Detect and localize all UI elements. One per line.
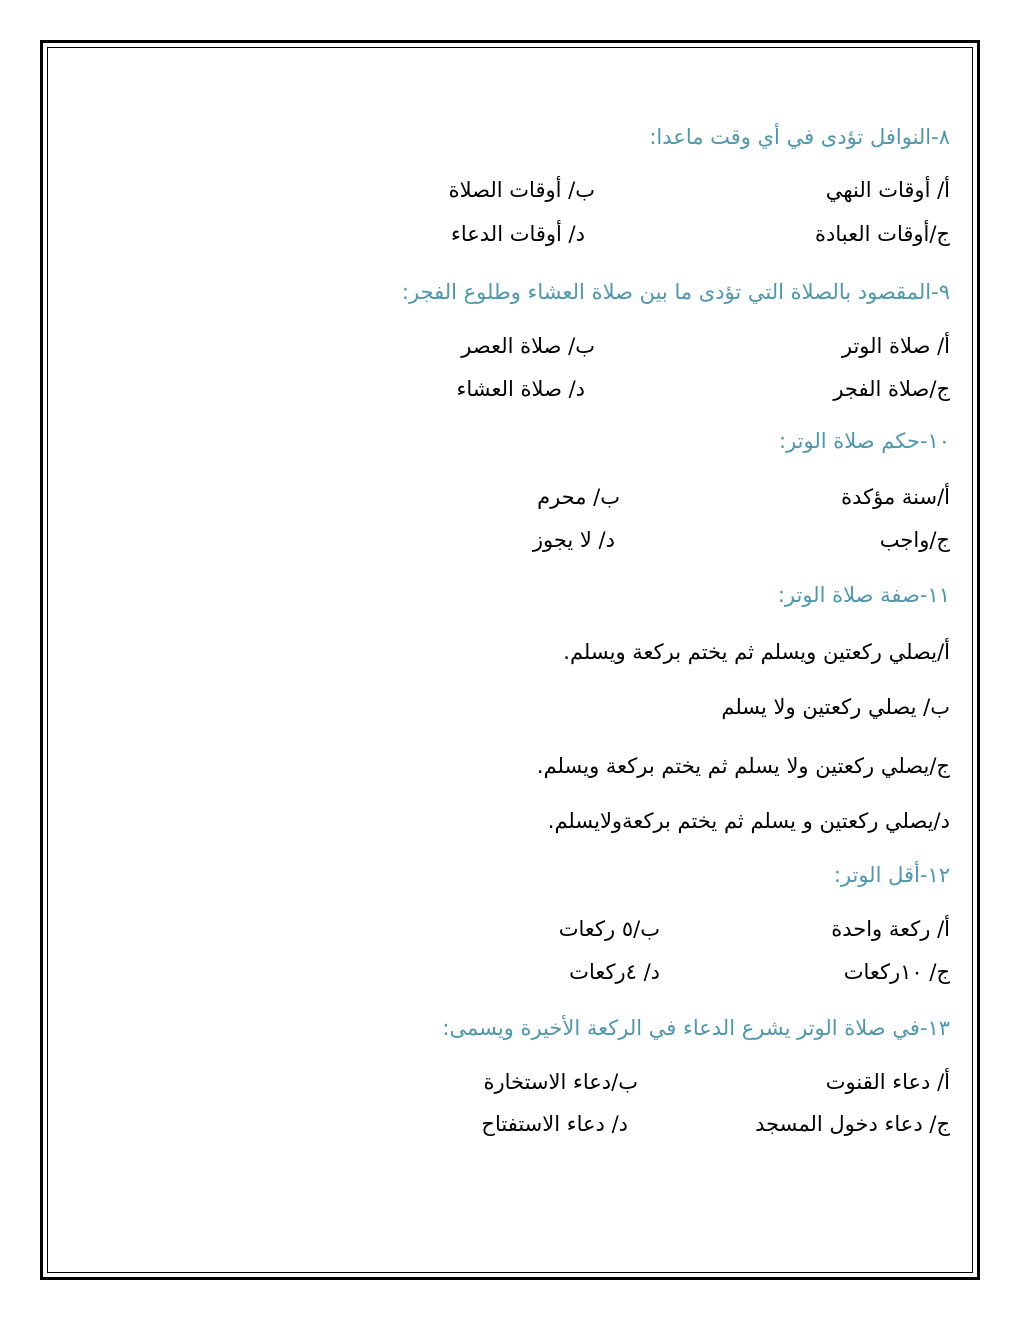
option-d: د/ لا يجوز: [532, 528, 615, 552]
option-a: أ/ أوقات النهي: [825, 178, 950, 202]
question-13-title: ١٣-في صلاة الوتر يشرع الدعاء في الركعة الأخيرة ويسمى:: [442, 1016, 950, 1040]
option-b: ب/ محرم: [537, 485, 620, 509]
question-13-options-row-2: [60, 1108, 950, 1140]
option-a: أ/ ركعة واحدة: [831, 917, 950, 941]
question-10-options-row-1: [60, 481, 950, 513]
question-12-title: ١٢-أقل الوتر:: [833, 863, 950, 887]
question-10-options-row-2: [60, 524, 950, 556]
option-b: ب/٥ ركعات: [558, 917, 660, 941]
option-a: أ/ صلاة الوتر: [841, 334, 950, 358]
option-a: أ/ دعاء القنوت: [825, 1070, 950, 1094]
option-b: ب/ يصلي ركعتين ولا يسلم: [721, 695, 950, 719]
option-d: د/ ٤ركعات: [569, 960, 660, 984]
question-8-options-row-1: [60, 174, 950, 206]
question-9-title: ٩-المقصود بالصلاة التي تؤدى ما بين صلاة العشاء وطلوع الفجر:: [401, 280, 950, 304]
option-d: د/ أوقات الدعاء: [450, 222, 585, 246]
question-12-options-row-1: [60, 913, 950, 945]
option-a: أ/يصلي ركعتين ويسلم ثم يختم بركعة ويسلم.: [563, 640, 950, 664]
option-d: د/ دعاء الاستفتاح: [481, 1112, 628, 1136]
option-d: د/يصلي ركعتين و يسلم ثم يختم بركعةولايسلم.: [547, 809, 950, 833]
question-9-options-row-1: [60, 330, 950, 362]
question-8-title: ٨-النوافل تؤدى في أي وقت ماعدا:: [649, 125, 950, 149]
question-9-options-row-2: [60, 373, 950, 405]
option-c: ج/ ١٠ركعات: [843, 960, 950, 984]
option-b: ب/ أوقات الصلاة: [448, 178, 595, 202]
question-8-options-row-2: [60, 218, 950, 250]
option-c: ج/ دعاء دخول المسجد: [755, 1112, 950, 1136]
question-11-title: ١١-صفة صلاة الوتر:: [777, 583, 950, 607]
question-10-title: ١٠-حكم صلاة الوتر:: [779, 429, 950, 453]
option-c: ج/واجب: [879, 528, 950, 552]
option-b: ب/دعاء الاستخارة: [483, 1070, 638, 1094]
option-b: ب/ صلاة العصر: [461, 334, 595, 358]
option-c: ج/صلاة الفجر: [833, 377, 950, 401]
question-12-options-row-2: [60, 956, 950, 988]
option-c: ج/يصلي ركعتين ولا يسلم ثم يختم بركعة ويسلم.: [536, 754, 950, 778]
question-sheet: [60, 0, 950, 1320]
question-13-options-row-1: [60, 1066, 950, 1098]
option-a: أ/سنة مؤكدة: [841, 485, 950, 509]
option-d: د/ صلاة العشاء: [456, 377, 585, 401]
option-c: ج/أوقات العبادة: [815, 222, 950, 246]
